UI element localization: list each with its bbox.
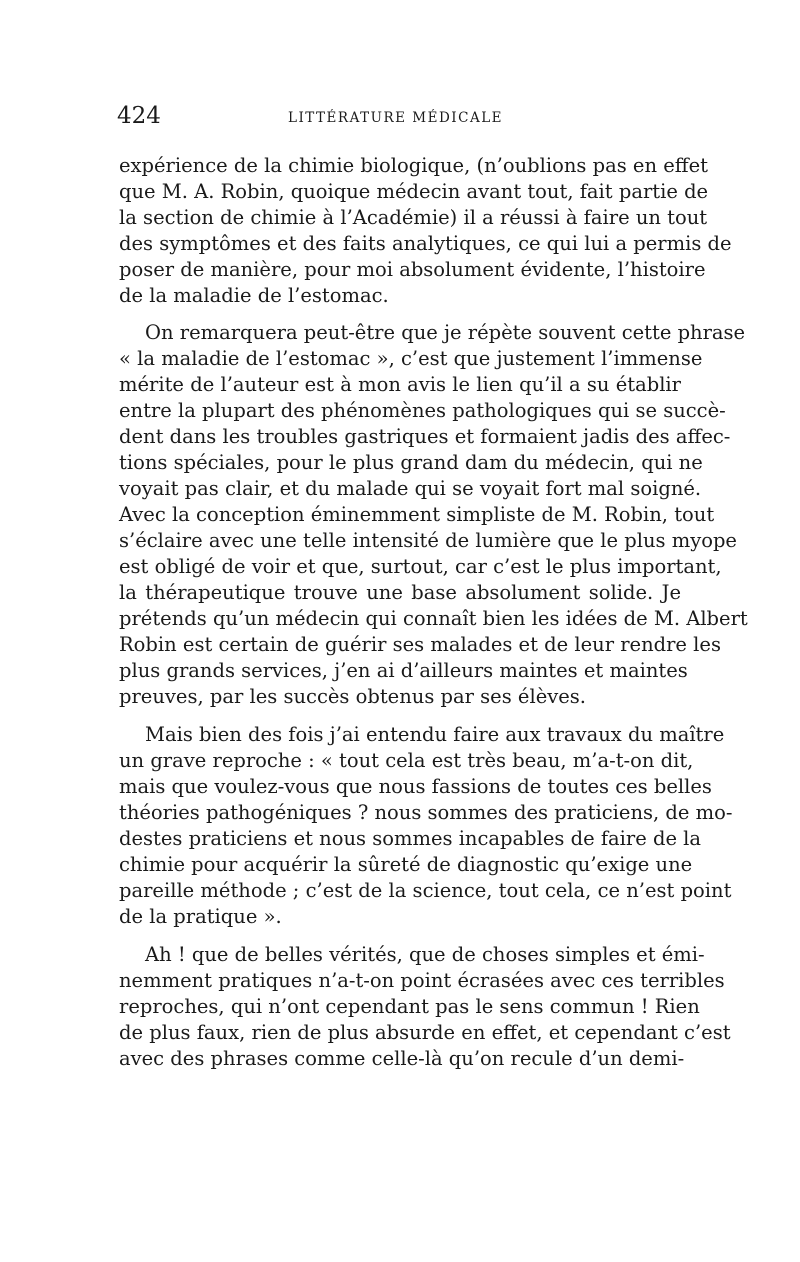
text-line: Ah ! que de belles vérités, que de choses simples et émi- [145, 943, 705, 966]
text-line: de la maladie de l’estomac. [119, 284, 389, 307]
text-line: poser de manière, pour moi absolument évidente, l’histoire [119, 258, 706, 281]
text-line: reproches, qui n’ont cependant pas le sens commun ! Rien [119, 995, 700, 1018]
text-line: est obligé de voir et que, surtout, car c’est le plus important, [119, 555, 722, 578]
text-line: pareille méthode ; c’est de la science, tout cela, ce n’est point [119, 879, 732, 902]
text-line: des symptômes et des faits analytiques, ce qui lui a permis de [119, 232, 732, 255]
text-line: tions spéciales, pour le plus grand dam du médecin, qui ne [119, 451, 703, 474]
text-line: preuves, par les succès obtenus par ses élèves. [119, 685, 587, 708]
text-line: entre la plupart des phénomènes pathologiques qui se succè- [119, 399, 726, 422]
text-line: la thérapeutique trouve une base absolument solide. Je [119, 581, 681, 604]
text-line: Avec la conception éminemment simpliste de M. Robin, tout [119, 503, 715, 526]
running-head: LITTÉRATURE MÉDICALE [288, 110, 504, 126]
text-line: de plus faux, rien de plus absurde en effet, et cependant c’est [119, 1021, 731, 1044]
text-line: prétends qu’un médecin qui connaît bien les idées de M. Albert [119, 607, 748, 630]
text-line: On remarquera peut-être que je répète souvent cette phrase [145, 321, 746, 344]
text-line: Mais bien des fois j’ai entendu faire aux travaux du maître [145, 723, 725, 746]
page-number: 424 [117, 103, 161, 129]
text-line: s’éclaire avec une telle intensité de lumière que le plus myope [119, 529, 737, 552]
text-line: la section de chimie à l’Académie) il a réussi à faire un tout [119, 206, 708, 229]
text-line: expérience de la chimie biologique, (n’oublions pas en effet [119, 154, 708, 177]
text-line: Robin est certain de guérir ses malades et de leur rendre les [119, 633, 721, 656]
text-line: plus grands services, j’en ai d’ailleurs maintes et maintes [119, 659, 688, 682]
text-line: que M. A. Robin, quoique médecin avant tout, fait partie de [119, 180, 709, 203]
text-line: mais que voulez-vous que nous fassions de toutes ces belles [119, 775, 712, 798]
text-line: mérite de l’auteur est à mon avis le lien qu’il a su établir [119, 373, 681, 396]
text-line: dent dans les troubles gastriques et formaient jadis des affec- [119, 425, 731, 448]
text-line: destes praticiens et nous sommes incapables de faire de la [119, 827, 702, 850]
text-line: théories pathogéniques ? nous sommes des praticiens, de mo- [119, 801, 733, 824]
text-line: un grave reproche : « tout cela est très beau, m’a-t-on dit, [119, 749, 694, 772]
text-line: chimie pour acquérir la sûreté de diagnostic qu’exige une [119, 853, 693, 876]
text-line: nemment pratiques n’a-t-on point écrasées avec ces terribles [119, 969, 725, 992]
text-line: de la pratique ». [119, 905, 282, 928]
text-line: avec des phrases comme celle-là qu’on recule d’un demi- [119, 1047, 685, 1070]
text-line: « la maladie de l’estomac », c’est que justement l’immense [119, 347, 703, 370]
text-line: voyait pas clair, et du malade qui se voyait fort mal soigné. [119, 477, 702, 500]
